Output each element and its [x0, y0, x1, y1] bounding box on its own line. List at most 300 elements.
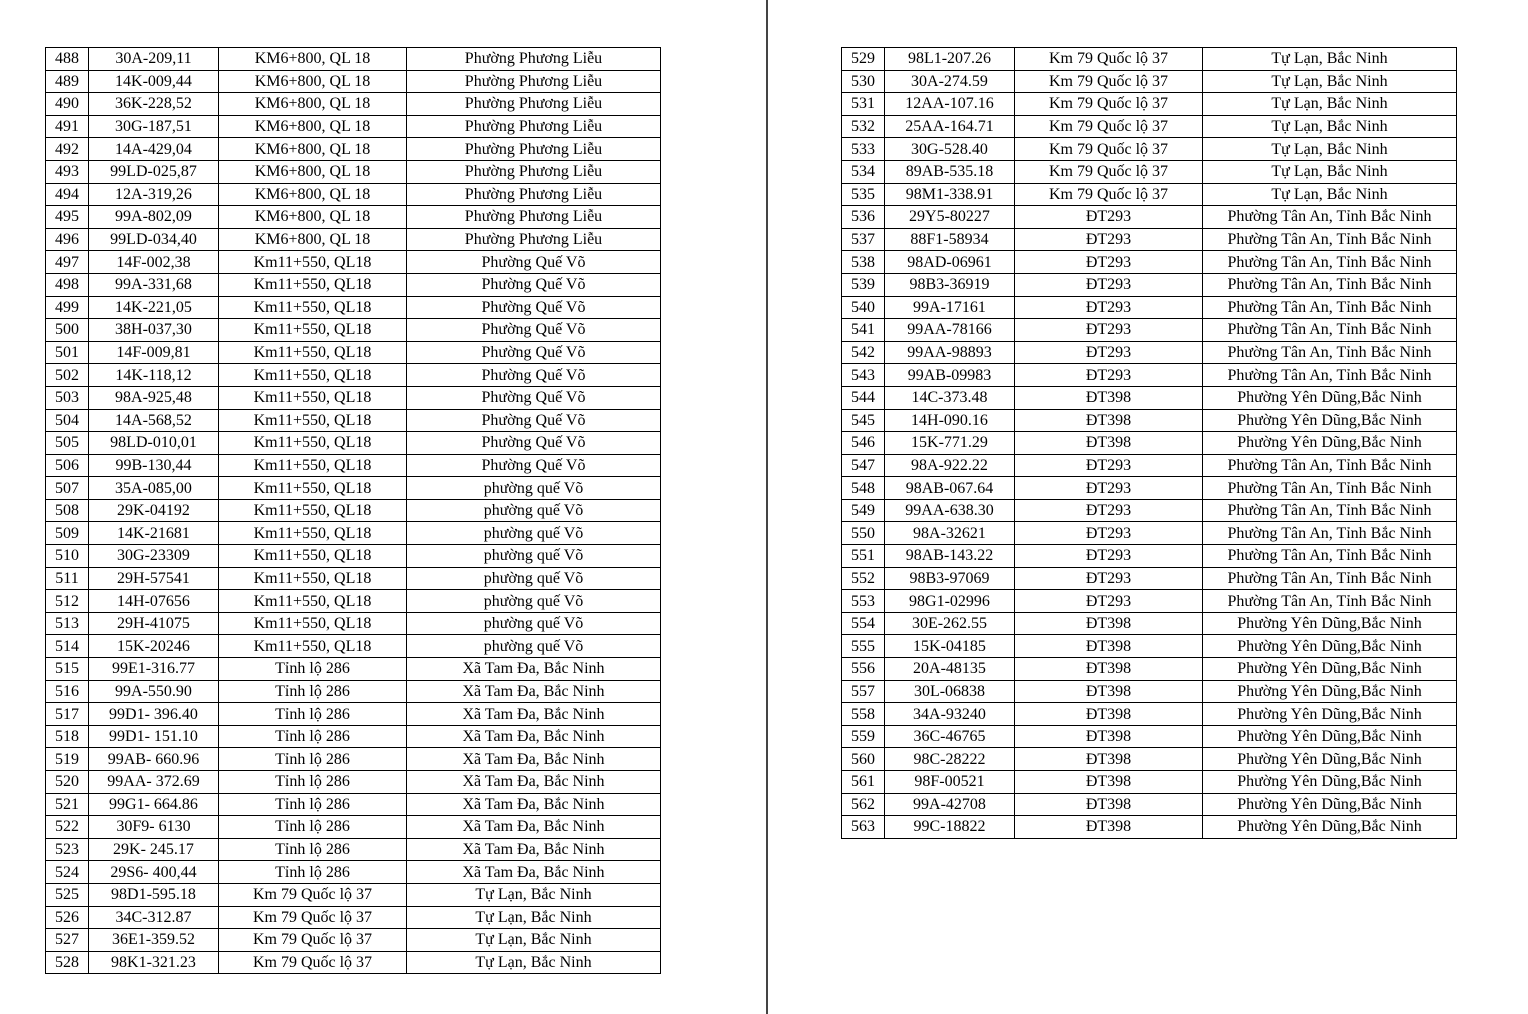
location-cell: ĐT398 — [1015, 816, 1203, 839]
plate-number-cell: 36E1-359.52 — [89, 929, 219, 952]
row-number-cell: 537 — [842, 228, 885, 251]
row-number-cell: 516 — [46, 680, 89, 703]
table-row — [842, 477, 1457, 500]
ward-cell: Xã Tam Đa, Bắc Ninh — [407, 748, 661, 771]
table-row — [842, 816, 1457, 839]
location-cell: Km 79 Quốc lộ 37 — [219, 951, 407, 974]
row-number-cell: 492 — [46, 138, 89, 161]
location-cell: KM6+800, QL 18 — [219, 206, 407, 229]
row-number-cell: 513 — [46, 612, 89, 635]
row-number-cell: 546 — [842, 432, 885, 455]
ward-cell: Phường Phương Liễu — [407, 228, 661, 251]
row-number-cell: 554 — [842, 612, 885, 635]
row-number-cell: 523 — [46, 838, 89, 861]
table-row — [46, 658, 661, 681]
plate-number-cell: 99AA-78166 — [885, 319, 1015, 342]
location-cell: ĐT293 — [1015, 251, 1203, 274]
ward-cell: Xã Tam Đa, Bắc Ninh — [407, 771, 661, 794]
ward-cell: Tự Lạn, Bắc Ninh — [1203, 115, 1457, 138]
location-cell: ĐT293 — [1015, 273, 1203, 296]
table-row — [842, 612, 1457, 635]
row-number-cell: 514 — [46, 635, 89, 658]
plate-number-cell: 34A-93240 — [885, 703, 1015, 726]
row-number-cell: 495 — [46, 206, 89, 229]
row-number-cell: 558 — [842, 703, 885, 726]
ward-cell: Phường Yên Dũng,Bắc Ninh — [1203, 793, 1457, 816]
location-cell: ĐT293 — [1015, 590, 1203, 613]
location-cell: Km11+550, QL18 — [219, 477, 407, 500]
plate-number-cell: 30E-262.55 — [885, 612, 1015, 635]
plate-number-cell: 30G-528.40 — [885, 138, 1015, 161]
row-number-cell: 498 — [46, 273, 89, 296]
location-cell: ĐT293 — [1015, 567, 1203, 590]
plate-number-cell: 14A-568,52 — [89, 409, 219, 432]
plate-number-cell: 35A-085,00 — [89, 477, 219, 500]
location-cell: Km11+550, QL18 — [219, 341, 407, 364]
table-row — [46, 929, 661, 952]
table-row — [46, 432, 661, 455]
row-number-cell: 517 — [46, 703, 89, 726]
location-cell: KM6+800, QL 18 — [219, 48, 407, 71]
plate-number-cell: 99LD-034,40 — [89, 228, 219, 251]
ward-cell: Phường Phương Liễu — [407, 138, 661, 161]
plate-number-cell: 30A-209,11 — [89, 48, 219, 71]
plate-number-cell: 98A-922.22 — [885, 454, 1015, 477]
row-number-cell: 563 — [842, 816, 885, 839]
location-cell: ĐT398 — [1015, 612, 1203, 635]
row-number-cell: 562 — [842, 793, 885, 816]
table-row — [842, 748, 1457, 771]
ward-cell: Phường Yên Dũng,Bắc Ninh — [1203, 748, 1457, 771]
table-row — [46, 522, 661, 545]
row-number-cell: 535 — [842, 183, 885, 206]
ward-cell: Phường Yên Dũng,Bắc Ninh — [1203, 386, 1457, 409]
location-cell: Km 79 Quốc lộ 37 — [219, 906, 407, 929]
row-number-cell: 552 — [842, 567, 885, 590]
ward-cell: Tự Lạn, Bắc Ninh — [1203, 70, 1457, 93]
location-cell: Km11+550, QL18 — [219, 319, 407, 342]
plate-number-cell: 99A-802,09 — [89, 206, 219, 229]
ward-cell: Phường Quế Võ — [407, 364, 661, 387]
row-number-cell: 503 — [46, 386, 89, 409]
table-row — [842, 680, 1457, 703]
location-cell: ĐT398 — [1015, 409, 1203, 432]
table-row — [842, 70, 1457, 93]
plate-number-cell: 36K-228,52 — [89, 93, 219, 116]
plate-number-cell: 30G-23309 — [89, 545, 219, 568]
table-row — [842, 228, 1457, 251]
location-cell: Km11+550, QL18 — [219, 567, 407, 590]
plate-number-cell: 12A-319,26 — [89, 183, 219, 206]
row-number-cell: 559 — [842, 725, 885, 748]
plate-number-cell: 15K-20246 — [89, 635, 219, 658]
row-number-cell: 511 — [46, 567, 89, 590]
location-cell: ĐT398 — [1015, 635, 1203, 658]
plate-number-cell: 29Y5-80227 — [885, 206, 1015, 229]
location-cell: Tỉnh lộ 286 — [219, 748, 407, 771]
plate-number-cell: 29H-57541 — [89, 567, 219, 590]
ward-cell: Phường Tân An, Tỉnh Bắc Ninh — [1203, 567, 1457, 590]
plate-number-cell: 14K-221,05 — [89, 296, 219, 319]
ward-cell: Phường Yên Dũng,Bắc Ninh — [1203, 816, 1457, 839]
row-number-cell: 502 — [46, 364, 89, 387]
location-cell: Km11+550, QL18 — [219, 296, 407, 319]
location-cell: ĐT398 — [1015, 658, 1203, 681]
ward-cell: Phường Tân An, Tỉnh Bắc Ninh — [1203, 477, 1457, 500]
ward-cell: phường quế Võ — [407, 522, 661, 545]
location-cell: Tỉnh lộ 286 — [219, 680, 407, 703]
ward-cell: phường quế Võ — [407, 499, 661, 522]
row-number-cell: 507 — [46, 477, 89, 500]
table-row — [46, 567, 661, 590]
location-cell: ĐT293 — [1015, 454, 1203, 477]
location-cell: ĐT398 — [1015, 432, 1203, 455]
location-cell: Km 79 Quốc lộ 37 — [1015, 48, 1203, 71]
plate-number-cell: 30A-274.59 — [885, 70, 1015, 93]
plate-number-cell: 99G1- 664.86 — [89, 793, 219, 816]
location-cell: ĐT398 — [1015, 771, 1203, 794]
row-number-cell: 550 — [842, 522, 885, 545]
row-number-cell: 509 — [46, 522, 89, 545]
location-cell: ĐT293 — [1015, 499, 1203, 522]
plate-number-cell: 98K1-321.23 — [89, 951, 219, 974]
location-cell: Km 79 Quốc lộ 37 — [219, 929, 407, 952]
ward-cell: Xã Tam Đa, Bắc Ninh — [407, 703, 661, 726]
ward-cell: Phường Phương Liễu — [407, 70, 661, 93]
plate-number-cell: 14C-373.48 — [885, 386, 1015, 409]
plate-number-cell: 29H-41075 — [89, 612, 219, 635]
plate-number-cell: 99A-331,68 — [89, 273, 219, 296]
row-number-cell: 504 — [46, 409, 89, 432]
ward-cell: Xã Tam Đa, Bắc Ninh — [407, 658, 661, 681]
ward-cell: Phường Yên Dũng,Bắc Ninh — [1203, 703, 1457, 726]
ward-cell: Phường Yên Dũng,Bắc Ninh — [1203, 635, 1457, 658]
location-cell: KM6+800, QL 18 — [219, 138, 407, 161]
location-cell: ĐT398 — [1015, 386, 1203, 409]
location-cell: ĐT398 — [1015, 725, 1203, 748]
row-number-cell: 496 — [46, 228, 89, 251]
location-cell: Tỉnh lộ 286 — [219, 725, 407, 748]
ward-cell: Phường Quế Võ — [407, 409, 661, 432]
ward-cell: Phường Tân An, Tỉnh Bắc Ninh — [1203, 206, 1457, 229]
plate-number-cell: 36C-46765 — [885, 725, 1015, 748]
plate-number-cell: 99A-550.90 — [89, 680, 219, 703]
table-body-right — [842, 48, 1457, 839]
plate-number-cell: 99AA-98893 — [885, 341, 1015, 364]
ward-cell: Phường Tân An, Tỉnh Bắc Ninh — [1203, 499, 1457, 522]
table-row — [46, 771, 661, 794]
table-row — [46, 409, 661, 432]
ward-cell: Tự Lạn, Bắc Ninh — [1203, 160, 1457, 183]
ward-cell: Phường Yên Dũng,Bắc Ninh — [1203, 409, 1457, 432]
page-right — [768, 0, 1528, 1014]
plate-number-cell: 98B3-97069 — [885, 567, 1015, 590]
row-number-cell: 508 — [46, 499, 89, 522]
ward-cell: Phường Quế Võ — [407, 432, 661, 455]
location-cell: KM6+800, QL 18 — [219, 183, 407, 206]
table-row — [46, 838, 661, 861]
ward-cell: Phường Quế Võ — [407, 386, 661, 409]
row-number-cell: 524 — [46, 861, 89, 884]
plate-number-cell: 99A-17161 — [885, 296, 1015, 319]
ward-cell: Xã Tam Đa, Bắc Ninh — [407, 725, 661, 748]
plate-number-cell: 98M1-338.91 — [885, 183, 1015, 206]
table-row — [46, 206, 661, 229]
table-row — [842, 771, 1457, 794]
plate-number-cell: 98B3-36919 — [885, 273, 1015, 296]
ward-cell: Phường Phương Liễu — [407, 115, 661, 138]
location-cell: ĐT398 — [1015, 680, 1203, 703]
ward-cell: Phường Tân An, Tỉnh Bắc Ninh — [1203, 454, 1457, 477]
row-number-cell: 505 — [46, 432, 89, 455]
plate-number-cell: 89AB-535.18 — [885, 160, 1015, 183]
table-row — [842, 160, 1457, 183]
ward-cell: Tự Lạn, Bắc Ninh — [407, 883, 661, 906]
plate-number-cell: 98LD-010,01 — [89, 432, 219, 455]
table-row — [46, 477, 661, 500]
table-row — [842, 296, 1457, 319]
ward-cell: Phường Quế Võ — [407, 251, 661, 274]
table-row — [46, 499, 661, 522]
row-number-cell: 539 — [842, 273, 885, 296]
table-row — [46, 793, 661, 816]
location-cell: Tỉnh lộ 286 — [219, 861, 407, 884]
ward-cell: Phường Phương Liễu — [407, 206, 661, 229]
location-cell: Km 79 Quốc lộ 37 — [1015, 183, 1203, 206]
location-cell: Km11+550, QL18 — [219, 251, 407, 274]
ward-cell: Phường Yên Dũng,Bắc Ninh — [1203, 680, 1457, 703]
location-cell: ĐT293 — [1015, 522, 1203, 545]
location-cell: KM6+800, QL 18 — [219, 93, 407, 116]
location-cell: Km11+550, QL18 — [219, 522, 407, 545]
ward-cell: Xã Tam Đa, Bắc Ninh — [407, 816, 661, 839]
row-number-cell: 519 — [46, 748, 89, 771]
table-row — [46, 115, 661, 138]
table-row — [46, 951, 661, 974]
plate-number-cell: 99A-42708 — [885, 793, 1015, 816]
ward-cell: Phường Phương Liễu — [407, 93, 661, 116]
location-cell: ĐT293 — [1015, 228, 1203, 251]
row-number-cell: 506 — [46, 454, 89, 477]
location-cell: ĐT293 — [1015, 545, 1203, 568]
table-row — [842, 567, 1457, 590]
ward-cell: Phường Tân An, Tỉnh Bắc Ninh — [1203, 545, 1457, 568]
ward-cell: phường quế Võ — [407, 612, 661, 635]
row-number-cell: 551 — [842, 545, 885, 568]
table-row — [46, 48, 661, 71]
ward-cell: Tự Lạn, Bắc Ninh — [407, 906, 661, 929]
table-row — [842, 341, 1457, 364]
table-body-left — [46, 48, 661, 974]
row-number-cell: 510 — [46, 545, 89, 568]
row-number-cell: 491 — [46, 115, 89, 138]
row-number-cell: 512 — [46, 590, 89, 613]
table-row — [46, 748, 661, 771]
row-number-cell: 499 — [46, 296, 89, 319]
location-cell: ĐT293 — [1015, 477, 1203, 500]
table-row — [842, 522, 1457, 545]
ward-cell: phường quế Võ — [407, 635, 661, 658]
row-number-cell: 497 — [46, 251, 89, 274]
location-cell: Km11+550, QL18 — [219, 590, 407, 613]
table-row — [46, 251, 661, 274]
location-cell: ĐT293 — [1015, 341, 1203, 364]
table-row — [46, 545, 661, 568]
table-row — [46, 138, 661, 161]
ward-cell: Phường Yên Dũng,Bắc Ninh — [1203, 658, 1457, 681]
ward-cell: Phường Phương Liễu — [407, 160, 661, 183]
table-row — [46, 906, 661, 929]
location-cell: Tỉnh lộ 286 — [219, 816, 407, 839]
ward-cell: Phường Quế Võ — [407, 341, 661, 364]
row-number-cell: 527 — [46, 929, 89, 952]
violations-table-left — [45, 47, 661, 974]
row-number-cell: 531 — [842, 93, 885, 116]
plate-number-cell: 34C-312.87 — [89, 906, 219, 929]
location-cell: Tỉnh lộ 286 — [219, 658, 407, 681]
location-cell: Tỉnh lộ 286 — [219, 771, 407, 794]
location-cell: Km 79 Quốc lộ 37 — [1015, 138, 1203, 161]
row-number-cell: 515 — [46, 658, 89, 681]
plate-number-cell: 14H-07656 — [89, 590, 219, 613]
table-row — [46, 70, 661, 93]
row-number-cell: 538 — [842, 251, 885, 274]
ward-cell: Phường Quế Võ — [407, 319, 661, 342]
row-number-cell: 544 — [842, 386, 885, 409]
location-cell: Km11+550, QL18 — [219, 635, 407, 658]
table-row — [46, 183, 661, 206]
ward-cell: Phường Phương Liễu — [407, 48, 661, 71]
ward-cell: Phường Tân An, Tỉnh Bắc Ninh — [1203, 341, 1457, 364]
location-cell: Km 79 Quốc lộ 37 — [1015, 115, 1203, 138]
row-number-cell: 557 — [842, 680, 885, 703]
plate-number-cell: 98A-32621 — [885, 522, 1015, 545]
plate-number-cell: 29S6- 400,44 — [89, 861, 219, 884]
table-row — [842, 793, 1457, 816]
location-cell: Km 79 Quốc lộ 37 — [1015, 93, 1203, 116]
table-row — [842, 432, 1457, 455]
ward-cell: Xã Tam Đa, Bắc Ninh — [407, 680, 661, 703]
location-cell: Km11+550, QL18 — [219, 454, 407, 477]
location-cell: ĐT398 — [1015, 703, 1203, 726]
table-row — [842, 364, 1457, 387]
plate-number-cell: 14K-118,12 — [89, 364, 219, 387]
location-cell: Km 79 Quốc lộ 37 — [219, 883, 407, 906]
table-row — [46, 341, 661, 364]
plate-number-cell: 99LD-025,87 — [89, 160, 219, 183]
location-cell: Km11+550, QL18 — [219, 545, 407, 568]
table-row — [46, 861, 661, 884]
location-cell: ĐT398 — [1015, 748, 1203, 771]
plate-number-cell: 98F-00521 — [885, 771, 1015, 794]
table-row — [46, 319, 661, 342]
row-number-cell: 500 — [46, 319, 89, 342]
table-row — [842, 409, 1457, 432]
row-number-cell: 488 — [46, 48, 89, 71]
row-number-cell: 549 — [842, 499, 885, 522]
row-number-cell: 522 — [46, 816, 89, 839]
plate-number-cell: 98C-28222 — [885, 748, 1015, 771]
location-cell: Tỉnh lộ 286 — [219, 703, 407, 726]
row-number-cell: 541 — [842, 319, 885, 342]
plate-number-cell: 30L-06838 — [885, 680, 1015, 703]
table-row — [46, 93, 661, 116]
location-cell: Km11+550, QL18 — [219, 364, 407, 387]
ward-cell: phường quế Võ — [407, 477, 661, 500]
table-row — [46, 228, 661, 251]
location-cell: KM6+800, QL 18 — [219, 115, 407, 138]
table-row — [46, 883, 661, 906]
table-row — [842, 386, 1457, 409]
table-row — [842, 206, 1457, 229]
row-number-cell: 548 — [842, 477, 885, 500]
row-number-cell: 489 — [46, 70, 89, 93]
location-cell: KM6+800, QL 18 — [219, 70, 407, 93]
row-number-cell: 526 — [46, 906, 89, 929]
plate-number-cell: 99B-130,44 — [89, 454, 219, 477]
plate-number-cell: 14K-009,44 — [89, 70, 219, 93]
row-number-cell: 518 — [46, 725, 89, 748]
ward-cell: Phường Tân An, Tỉnh Bắc Ninh — [1203, 590, 1457, 613]
table-row — [842, 635, 1457, 658]
location-cell: ĐT293 — [1015, 364, 1203, 387]
plate-number-cell: 14F-002,38 — [89, 251, 219, 274]
ward-cell: Tự Lạn, Bắc Ninh — [1203, 138, 1457, 161]
ward-cell: Phường Yên Dũng,Bắc Ninh — [1203, 432, 1457, 455]
plate-number-cell: 14K-21681 — [89, 522, 219, 545]
table-row — [46, 680, 661, 703]
plate-number-cell: 98G1-02996 — [885, 590, 1015, 613]
table-row — [46, 612, 661, 635]
row-number-cell: 545 — [842, 409, 885, 432]
row-number-cell: 555 — [842, 635, 885, 658]
table-row — [842, 725, 1457, 748]
location-cell: ĐT293 — [1015, 296, 1203, 319]
ward-cell: phường quế Võ — [407, 590, 661, 613]
plate-number-cell: 14A-429,04 — [89, 138, 219, 161]
row-number-cell: 529 — [842, 48, 885, 71]
table-row — [842, 93, 1457, 116]
table-row — [842, 273, 1457, 296]
location-cell: Tỉnh lộ 286 — [219, 838, 407, 861]
location-cell: Km11+550, QL18 — [219, 409, 407, 432]
table-row — [842, 703, 1457, 726]
ward-cell: Xã Tam Đa, Bắc Ninh — [407, 838, 661, 861]
location-cell: ĐT398 — [1015, 793, 1203, 816]
ward-cell: Phường Tân An, Tỉnh Bắc Ninh — [1203, 228, 1457, 251]
location-cell: ĐT293 — [1015, 319, 1203, 342]
plate-number-cell: 98D1-595.18 — [89, 883, 219, 906]
table-row — [46, 160, 661, 183]
plate-number-cell: 99AA-638.30 — [885, 499, 1015, 522]
location-cell: Km11+550, QL18 — [219, 499, 407, 522]
ward-cell: Phường Tân An, Tỉnh Bắc Ninh — [1203, 522, 1457, 545]
ward-cell: Xã Tam Đa, Bắc Ninh — [407, 793, 661, 816]
plate-number-cell: 98L1-207.26 — [885, 48, 1015, 71]
plate-number-cell: 38H-037,30 — [89, 319, 219, 342]
table-row — [46, 635, 661, 658]
table-row — [46, 454, 661, 477]
ward-cell: Phường Quế Võ — [407, 454, 661, 477]
ward-cell: Phường Tân An, Tỉnh Bắc Ninh — [1203, 251, 1457, 274]
row-number-cell: 490 — [46, 93, 89, 116]
ward-cell: Phường Tân An, Tỉnh Bắc Ninh — [1203, 273, 1457, 296]
table-row — [842, 48, 1457, 71]
plate-number-cell: 20A-48135 — [885, 658, 1015, 681]
row-number-cell: 533 — [842, 138, 885, 161]
row-number-cell: 560 — [842, 748, 885, 771]
table-row — [46, 386, 661, 409]
